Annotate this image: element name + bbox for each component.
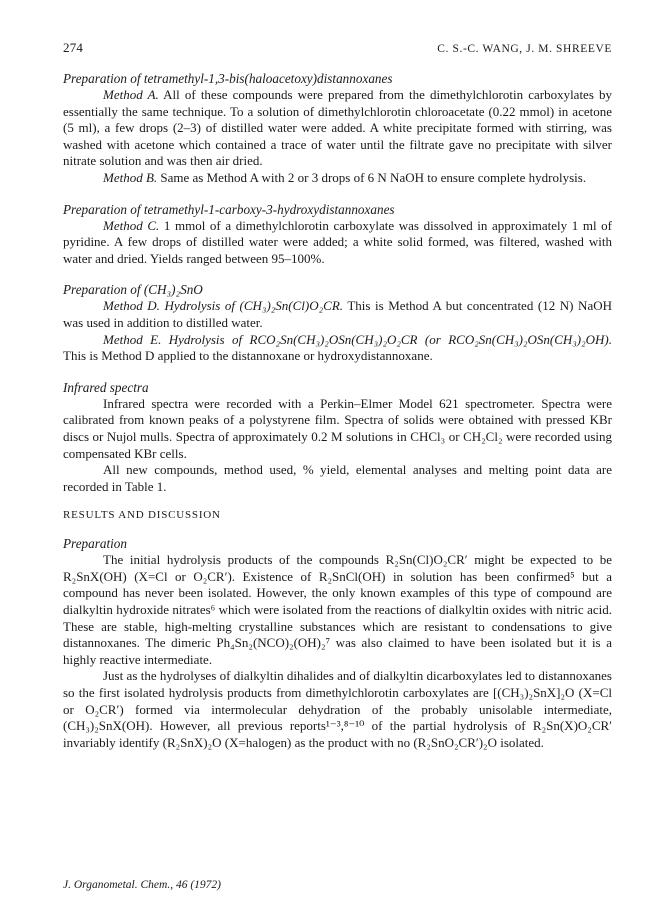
results-heading: RESULTS AND DISCUSSION [63,509,221,522]
method-d-lead: Method D. Hydrolysis of (CH₃)₂Sn(Cl)O₂CR. [103,298,344,314]
journal-citation: J. Organometal. Chem., 46 (1972) [63,879,221,891]
section-title-ir: Infrared spectra [63,379,149,395]
method-a-lead: Method A. [103,87,159,102]
method-c-paragraph [63,218,612,268]
method-b-text: Same as Method A with 2 or 3 drops of 6 N NaOH to ensure complete hydrolysis. [160,169,587,185]
results-subtitle: Preparation [63,536,127,552]
running-head [63,40,612,56]
ir-paragraph-1: Infrared spectra were recorded with a Perkin–Elmer Model 621 spectrometer. Spectra were calibrated from known peaks of a polystyrene film. Spectra of solids were obtained with pressed KBr discs or Nujol mulls. Spectra of approximately 0.2 M solutions in CHCl₃ or CH₂Cl₂ were recorded using compensated KBr cells. [63,395,612,461]
results-paragraph-2: Just as the hydrolyses of dialkyltin dihalides and of dialkyltin dicarboxylates led to distannoxanes so the first isolated hydrolysis products from dimethylchlorotin carboxylates are [(CH₃)₂SnX]₂O (X=Cl or O₂CR′) formed via intermolecular dehydration of the probably unisolable intermediate, (CH₃)₂SnX(OH). However, all previous reports¹⁻³,⁸⁻¹⁰ of the partial hydrolysis of R₂Sn(X)O₂CR′ invariably identify (R₂SnX)₂O (X=halogen) as the product with no (R₂SnO₂CR′)₂O isolated. [63,668,612,750]
results-paragraph-1: The initial hydrolysis products of the compounds R₂Sn(Cl)O₂CR′ might be expected to be R₂SnX(OH) (X=Cl or O₂CR′). Existence of R₂SnCl(OH) in solution has been confirmed⁵ but a compound has never been isolated. However, the only known examples of this type of compound are dialkyltin hydroxide nitrates⁶ which were isolated from the reactions of dialkyltin oxides with nitric acid. These are stable, high-melting crystalline substances which are resistant to condensations to give distannoxanes. The dimeric Ph₄Sn₂(NCO)₂(OH)₂⁷ was also claimed to have been isolated but it is a highly reactive intermediate. [63,552,612,667]
ir-paragraph-2: All new compounds, method used, % yield, elemental analyses and melting point data are recorded in Table 1. [63,462,612,494]
section-title-carboxy: Preparation of tetramethyl-1-carboxy-3-hydroxydistannoxanes [63,201,395,217]
method-b-paragraph [63,170,612,187]
method-e-lead: Method E. Hydrolysis of RCO₂Sn(CH₃)₂OSn(CH₃)₂O₂CR (or RCO₂Sn(CH₃)₂OSn(CH₃)₂OH). [103,331,612,347]
method-c-text: 1 mmol of a dimethylchlorotin carboxylate was dissolved in approximately 1 ml of pyridine. A few drops of distilled water were added; a white solid formed, was filtered, washed with water and dried. Yields ranged between 95–100%. [63,217,613,266]
method-b-lead: Method B. [103,169,158,185]
method-c-lead: Method C. [103,217,160,233]
method-e-paragraph [63,332,612,365]
section-title-sno: Preparation of (CH₃)₂SnO [63,282,203,298]
section-title-halo: Preparation of tetramethyl-1,3-bis(haloacetoxy)distannoxanes [63,71,393,86]
method-a-text: All of these compounds were prepared from the dimethylchlorotin carboxylates by essentially the same technique. To a solution of dimethylchlorotin chloroacetate (0.22 mmol) in acetone (5 ml), a few drops (2–3) of distilled water were added. A white precipitate formed with stirring, was washed with acetone which contained a trace of water until the filtrate gave no precipitate with silver nitrate solution and was then air dried. [63,87,612,169]
method-a-paragraph [63,87,612,170]
method-d-text: This is Method A but concentrated (12 N) NaOH was used in addition to distilled water. [63,298,612,330]
author-names: C. S.-C. WANG, J. M. SHREEVE [437,43,612,55]
method-e-text: This is Method D applied to the distannoxane or hydroxydistannoxane. [63,348,433,364]
page-number: 274 [63,40,84,55]
method-d-paragraph [63,298,612,331]
